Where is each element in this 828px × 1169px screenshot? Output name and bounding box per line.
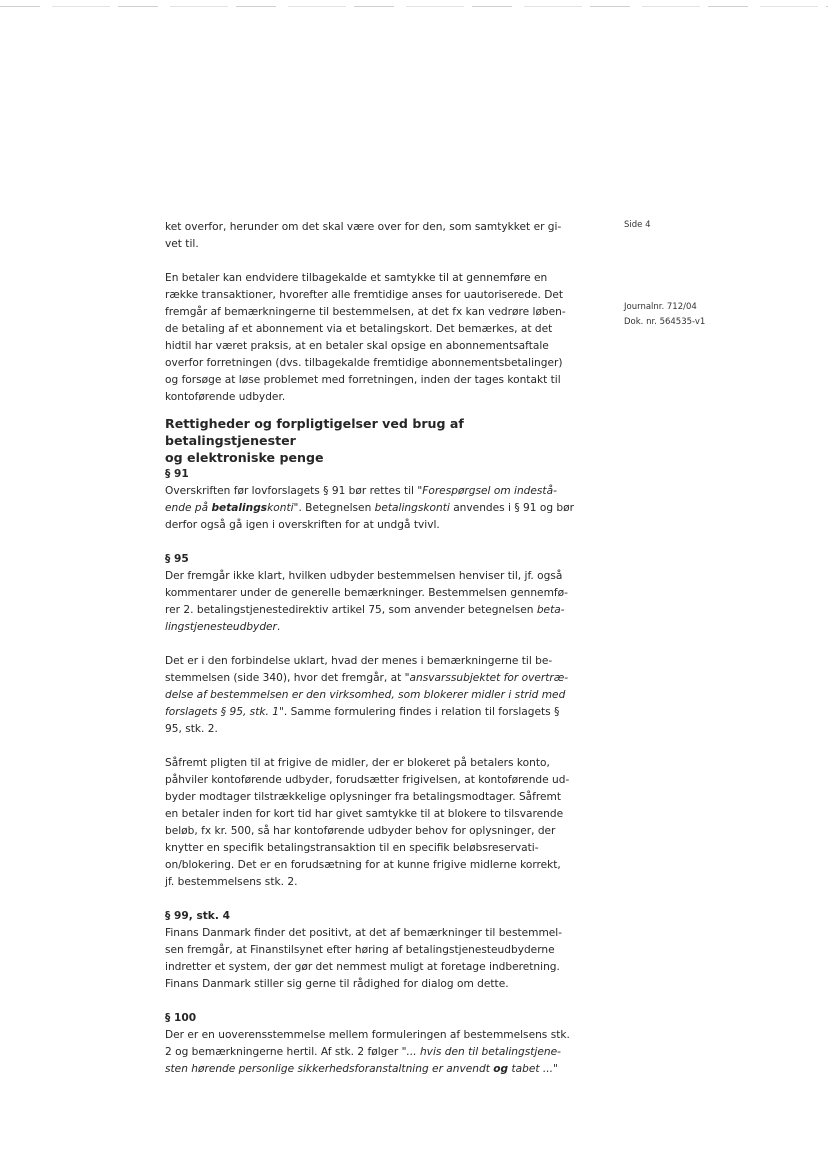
- text-line: 95, stk. 2.: [165, 723, 218, 735]
- text-line: hidtil har været praksis, at en betaler skal opsige en abonnementsaftale: [165, 340, 549, 352]
- section-100-title: § 100: [165, 1012, 197, 1024]
- text-line: derfor også gå igen i overskriften for at undgå tvivl.: [165, 519, 440, 531]
- text-line: sen fremgår, at Finanstilsynet efter høring af betalingstjenesteudbyderne: [165, 944, 555, 956]
- text-line: fremgår af bemærkningerne til bestemmelsen, at det fx kan vedrøre løben-: [165, 306, 566, 318]
- text-line: og forsøge at løse problemet med forretningen, inden der tages kontakt til: [165, 374, 561, 386]
- section-91-title: § 91: [165, 468, 189, 480]
- text-line: knytter en specifik betalingstransaktion til en specifik beløbsreservati-: [165, 842, 539, 854]
- text-line: byder modtager tilstrækkelige oplysninger fra betalingsmodtager. Såfremt: [165, 791, 562, 803]
- text-line: kontoførende udbyder.: [165, 391, 286, 403]
- text-line: en betaler inden for kort tid har givet samtykke til at blokere to tilsvarende: [165, 808, 564, 820]
- text-run-italic: konti": [267, 502, 299, 514]
- text-run: rer 2. betalingstjenestedirektiv artikel 75, som anvender betegnelsen: [165, 604, 537, 616]
- text-run: .: [276, 621, 281, 633]
- text-run: 2 og bemærkningerne hertil. Af stk. 2 følger: [165, 1046, 402, 1058]
- text-run: . Betegnelsen: [298, 502, 375, 514]
- text-run-italic: "... hvis den til betalingstjene-: [401, 1046, 561, 1058]
- text-run-italic: tabet ...": [508, 1063, 558, 1075]
- section-99-text: [165, 925, 593, 993]
- text-line: on/blokering. Det er en forudsætning for at kunne frigive midlerne korrekt,: [165, 859, 561, 871]
- text-line: ket overfor, herunder om det skal være over for den, som samtykket er gi-: [165, 221, 562, 233]
- text-line: kommentarer under de generelle bemærkninger. Bestemmelsen gennemfø-: [165, 587, 568, 599]
- section-91-text: [165, 483, 593, 534]
- text-line: Finans Danmark finder det positivt, at det af bemærkninger til bestemmel-: [165, 927, 563, 939]
- section-95-text-1: [165, 568, 593, 636]
- text-line: Der fremgår ikke klart, hvilken udbyder bestemmelsen henviser til, jf. også: [165, 570, 563, 582]
- journal-number: Journalnr. 712/04: [624, 302, 697, 312]
- text-line: række transaktioner, hvorefter alle fremtidige anses for uautoriserede. Det: [165, 289, 564, 301]
- section-99-title: § 99, stk. 4: [165, 910, 230, 922]
- text-line: vet til.: [165, 238, 199, 250]
- text-run-italic: beta-: [536, 604, 565, 616]
- text-line: Såfremt pligten til at frigive de midler, der er blokeret på betalers konto,: [165, 757, 550, 769]
- text-run: Overskriften før lovforslagets § 91 bør rettes til: [165, 485, 418, 497]
- text-line: beløb, fx kr. 500, så har kontoførende udbyder behov for oplysninger, der: [165, 825, 556, 837]
- document-body: [165, 219, 593, 1078]
- text-line: jf. bestemmelsens stk. 2.: [165, 876, 298, 888]
- text-run-italic: "ansvarssubjektet for overtræ-: [404, 672, 569, 684]
- section-95-text-2: [165, 653, 593, 738]
- text-run-italic: lingstjenesteudbyder: [165, 621, 277, 633]
- text-run-italic: ende på: [165, 502, 212, 514]
- paragraph-revocation: [165, 270, 593, 406]
- text-line: Det er i den forbindelse uklart, hvad der menes i bemærkningerne til be-: [165, 655, 553, 667]
- text-run-italic: betalingskonti: [374, 502, 450, 514]
- document-number: Dok. nr. 564535-v1: [624, 317, 706, 327]
- text-run-italic: "Forespørgsel om indestå-: [417, 485, 557, 497]
- section-95-text-3: [165, 755, 593, 891]
- text-line: påhviler kontoførende udbyder, forudsætter frigivelsen, at kontoførende ud-: [165, 774, 570, 786]
- text-line: indretter et system, der gør det nemmest muligt at foretage indberetning.: [165, 961, 560, 973]
- text-run-bold: betalings: [211, 502, 268, 514]
- section-95-title: § 95: [165, 553, 189, 565]
- text-run-italic: delse af bestemmelsen er den virksomhed, som blokerer midler i strid med: [165, 689, 566, 701]
- text-run: anvendes i § 91 og bør: [449, 502, 574, 514]
- text-line: overfor forretningen (dvs. tilbagekalde fremtidige abonnementsbetalinger): [165, 357, 563, 369]
- text-line: En betaler kan endvidere tilbagekalde et samtykke til at gennemføre en: [165, 272, 548, 284]
- section-100-text: [165, 1027, 593, 1078]
- text-run: stemmelsen (side 340), hvor det fremgår, at: [165, 672, 405, 684]
- text-run-bold-italic: [211, 502, 267, 514]
- text-run-bold-italic: [493, 1063, 508, 1075]
- text-run-bold: og: [493, 1063, 509, 1075]
- text-run-italic: sten hørende personlige sikkerhedsforanstaltning er anvendt: [165, 1063, 494, 1075]
- text-run-italic: forslagets § 95, stk. 1": [165, 706, 284, 718]
- text-line: de betaling af et abonnement via et betalingskort. Det bemærkes, at det: [165, 323, 553, 335]
- heading-line: Rettigheder og forpligtigelser ved brug af betalingstjenester: [165, 416, 464, 448]
- section-heading: [165, 415, 593, 466]
- journal-block: [624, 300, 705, 330]
- scan-edge-line: [0, 6, 828, 7]
- text-line: Der er en uoverensstemmelse mellem formuleringen af bestemmelsens stk.: [165, 1029, 570, 1041]
- paragraph-continuation: [165, 219, 593, 253]
- text-line: Finans Danmark stiller sig gerne til rådighed for dialog om dette.: [165, 978, 509, 990]
- text-run: . Samme formulering findes i relation til forslagets §: [283, 706, 560, 718]
- heading-line: og elektroniske penge: [165, 450, 324, 465]
- page-number: Side 4: [624, 220, 651, 230]
